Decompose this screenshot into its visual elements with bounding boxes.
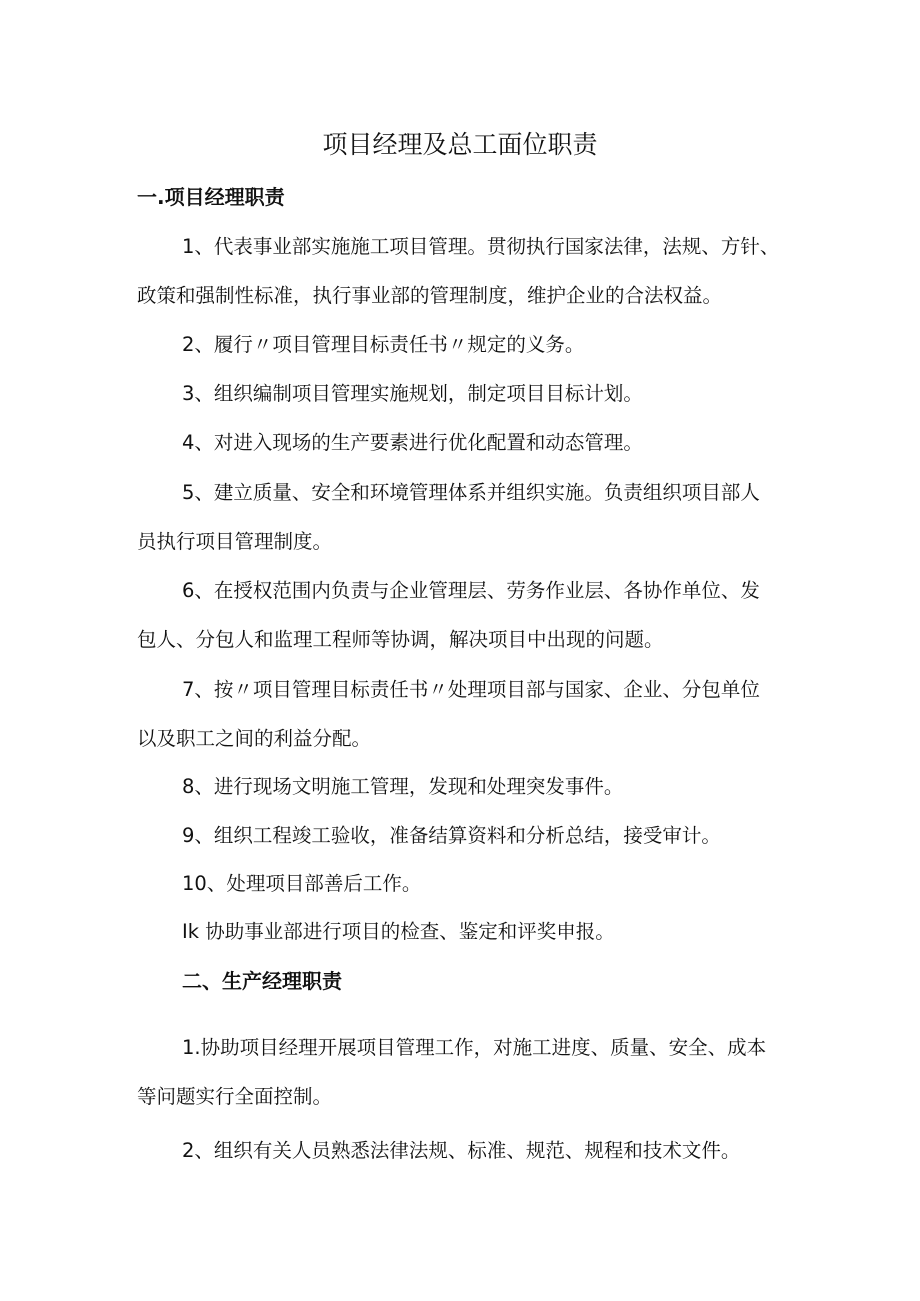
- section-heading-project-manager: 一.项目经理职责: [137, 185, 285, 209]
- paragraph-line: 7、按〃项目管理目标责任书〃处理项目部与国家、企业、分包单位: [182, 678, 760, 701]
- paragraph-line: 9、组织工程竣工验收，准备结算资料和分析总结，接受审计。: [182, 824, 721, 847]
- paragraph-line: 1.协助项目经理开展项目管理工作，对施工进度、质量、安全、成本: [182, 1036, 767, 1059]
- paragraph-line: 等问题实行全面控制。: [137, 1085, 333, 1108]
- paragraph-line: 10、处理项目部善后工作。: [182, 872, 422, 895]
- paragraph-line: 8、进行现场文明施工管理，发现和处理突发事件。: [182, 775, 624, 798]
- paragraph-line: 2、组织有关人员熟悉法律法规、标准、规范、规程和技术文件。: [182, 1139, 741, 1162]
- paragraph-line: 6、在授权范围内负责与企业管理层、劳务作业层、各协作单位、发: [182, 579, 760, 602]
- paragraph-line: 2、履行〃项目管理目标责任书〃规定的义务。: [182, 333, 585, 356]
- section-heading-production-manager: 二、生产经理职责: [182, 969, 342, 993]
- paragraph-line: 以及职工之间的利益分配。: [137, 727, 372, 750]
- paragraph-line: 包人、分包人和监理工程师等协调，解决项目中出现的问题。: [137, 628, 664, 651]
- paragraph-line: 3、组织编制项目管理实施规划，制定项目目标计划。: [182, 382, 643, 405]
- paragraph-line: 5、建立质量、安全和环境管理体系并组织实施。负责组织项目部人: [182, 481, 760, 504]
- paragraph-line: 员执行项目管理制度。: [137, 530, 333, 553]
- paragraph-line: 4、对进入现场的生产要素进行优化配置和动态管理。: [182, 431, 643, 454]
- paragraph-line: Ik 协助事业部进行项目的检查、鉴定和评奖申报。: [182, 920, 615, 943]
- paragraph-line: 政策和强制性标准，执行事业部的管理制度，维护企业的合法权益。: [137, 284, 723, 307]
- document-title: 项目经理及总工面位职责: [322, 130, 598, 159]
- paragraph-line: 1、代表事业部实施施工项目管理。贯彻执行国家法律，法规、方针、: [182, 235, 780, 258]
